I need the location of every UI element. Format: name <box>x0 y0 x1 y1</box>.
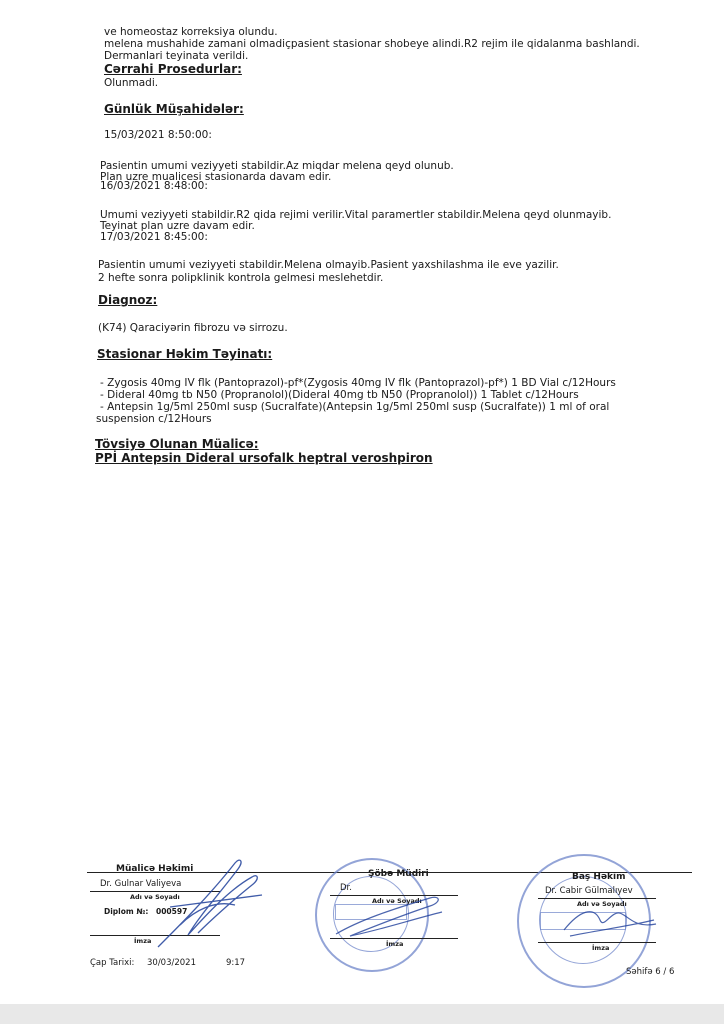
page-number: Səhifə 6 / 6 <box>626 967 675 977</box>
diagnosis-text: (K74) Qaraciyərin fibrozu və sirrozu. <box>98 322 288 334</box>
daily-entry-2-date: 16/03/2021 8:48:00: <box>100 180 208 192</box>
treating-doctor-title: Müalicə Həkimi <box>116 864 194 874</box>
daily-entry-1-line-2: Plan uzre mualicesi stasionarda davam edir. <box>100 171 332 183</box>
chief-signature-icon <box>560 900 660 945</box>
daily-heading: Günlük Müşahidələr: <box>104 102 244 116</box>
surgery-heading: Cərrahi Prosedurlar: <box>104 62 242 76</box>
treating-diploma-label: Diplom №: <box>104 907 149 916</box>
treating-sign-caption: İmza <box>134 937 152 945</box>
treating-name-caption: Adı və Soyadı <box>130 893 180 901</box>
department-signature-icon <box>330 890 450 945</box>
prescriptions-heading: Stasionar Həkim Təyinatı: <box>97 347 273 361</box>
recommended-heading: Tövsiyə Olunan Müalicə: <box>95 437 259 451</box>
prescription-line-3: - Antepsin 1g/5ml 250ml susp (Sucralfate)(Antepsin 1g/5ml 250ml susp (Sucralfate)) 1 ml of oral <box>100 401 610 413</box>
daily-entry-1-date: 15/03/2021 8:50:00: <box>104 129 212 141</box>
daily-entry-1-line-1: Pasientin umumi veziyyeti stabildir.Az miqdar melena qeyd olunub. <box>100 160 454 172</box>
bottom-scan-edge <box>0 1004 724 1024</box>
treating-signature-icon <box>140 855 270 955</box>
daily-entry-3-line-1: Pasientin umumi veziyyeti stabildir.Melena olmayib.Pasient yaxshilashma ile eve yazilir. <box>98 259 559 271</box>
treating-diploma-value: 000597 <box>156 907 188 916</box>
prescription-line-1: - Zygosis 40mg IV flk (Pantoprazol)-pf*(Zygosis 40mg IV flk (Pantoprazol)-pf*) 1 BD Vial c/12Hours <box>100 377 616 389</box>
daily-entry-3-date: 17/03/2021 8:45:00: <box>100 231 208 243</box>
department-name-caption: Adı və Soyadı <box>372 897 422 905</box>
print-time: 9:17 <box>226 958 246 968</box>
intro-line-2: melena mushahide zamani olmadiçpasient stasionar shobeye alindi.R2 rejim ile qidalanma bashlandi. <box>104 38 640 50</box>
prescription-line-4: suspension c/12Hours <box>96 413 212 425</box>
daily-entry-2-line-1: Umumi veziyyeti stabildir.R2 qida rejimi verilir.Vital paramertler stabildir.Melena qeyd olunmayib. <box>100 209 612 221</box>
chief-sign-caption: İmza <box>592 944 610 952</box>
treating-doctor-name: Dr. Gulnar Valiyeva <box>100 879 182 889</box>
chief-doctor-title: Baş Həkim <box>572 872 626 882</box>
intro-line-3: Dermanlari teyinata verildi. <box>104 50 249 62</box>
intro-line-1: ve homeostaz korreksiya olundu. <box>104 26 278 38</box>
daily-entry-2-line-2: Teyinat plan uzre davam edir. <box>100 220 255 232</box>
chief-doctor-name: Dr. Cabir Gülmalıyev <box>545 886 633 896</box>
diagnosis-heading: Diagnoz: <box>98 293 158 307</box>
print-date: 30/03/2021 <box>147 958 196 968</box>
prescription-line-2: - Dideral 40mg tb N50 (Propranolol)(Dideral 40mg tb N50 (Propranolol)) 1 Tablet c/12Hours <box>100 389 579 401</box>
department-head-name: Dr. <box>340 883 352 893</box>
department-head-title: Şöbə Müdiri <box>368 869 429 879</box>
chief-name-line <box>538 898 656 899</box>
daily-entry-3-line-2: 2 hefte sonra polipklinik kontrola gelmesi meslehetdir. <box>98 272 384 284</box>
surgery-text: Olunmadi. <box>104 77 159 89</box>
recommended-text: PPİ Antepsin Dideral ursofalk heptral veroshpiron <box>95 451 433 465</box>
print-date-label: Çap Tarixi: <box>90 958 135 968</box>
chief-name-caption: Adı və Soyadı <box>577 900 627 908</box>
department-sign-caption: İmza <box>386 940 404 948</box>
